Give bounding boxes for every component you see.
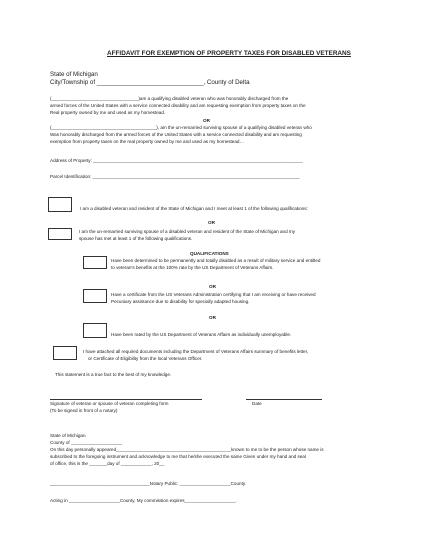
address-of-property-field[interactable]: Address of Property: __________________________________________________________________________________ (50, 158, 303, 163)
qualifications-heading: QUALIFICATIONS (190, 251, 229, 256)
qualification-housing-line-1: Have a certificate from the US Veterans Administration certifying that I am receiving or have received (111, 292, 316, 297)
date-line[interactable] (246, 399, 322, 400)
notary-date-line: of office, this is the _______day of ____________, 20__ (50, 461, 165, 466)
surviving-spouse-checkbox[interactable] (48, 228, 72, 240)
qualification-housing-certificate-checkbox[interactable] (83, 289, 107, 303)
signature-line[interactable] (50, 399, 202, 400)
disabled-veteran-checkbox[interactable] (48, 197, 72, 212)
notary-state: State of Michigan (50, 433, 86, 438)
documents-attached-line-1: I have attached all required documents including the Department of Veterans Affairs summary of benefits letter, (83, 349, 309, 354)
disabled-veteran-option-label: I am a disabled veteran and resident of the State of Michigan and I meet at least 1 of the following qualifications: (80, 206, 308, 211)
city-township-line: City/Township of _______________________________, County of Delta (50, 79, 250, 86)
true-statement: This statement is a true fact to the best of my knowledge. (55, 372, 172, 377)
signature-label: Signature of veteran or spouse of veteran completing form (50, 401, 169, 406)
veteran-claim-line-2: armed forces of the United States with a service connected disability and am requesting exemption from property taxes on the (50, 103, 306, 108)
documents-attached-line-2: or Certificate of Eligibility from the local Veterans Officer. (88, 356, 203, 361)
signature-note: (To be signed in front of a notary) (50, 408, 118, 413)
qualification-unemployable-label: Have been rated by the US Department of Veterans Affairs as individually unemployable. (111, 332, 292, 337)
notary-commission-line[interactable]: Acting in ____________________County. My commission expires____________________. (50, 498, 237, 503)
notary-county-field[interactable]: County of ____________________ (50, 440, 123, 445)
spouse-claim-line-1: (_________________________________________), am the un-remarried surviving spouse of a qualifying disabled veteran who (50, 125, 312, 130)
or-divider-2: OR (208, 220, 215, 225)
qualification-100-percent-checkbox[interactable] (83, 256, 107, 269)
qualification-100-percent-line-2: to veteran’s benefits at the 100% rate by the US Department of Veterans Affairs. (111, 265, 274, 270)
qualification-housing-line-2: Pecuniary assistance due to disability for specially adapted housing. (111, 299, 250, 304)
qualification-100-percent-line-1: Have been determined to be permanently and totally disabled as a result of military service and entitled (111, 258, 321, 263)
notary-acknowledge-line: subscribed to the foregoing instrument and acknowledge to me that he/she executed the same Given under my hand and seal (50, 454, 306, 459)
spouse-claim-line-3: exemption from property taxes on the real property owned by me and used as my homestead… (50, 139, 245, 144)
veteran-claim-line-3: Real property owned by me and used as my homestead. (50, 110, 166, 115)
or-divider-1: OR (203, 118, 210, 123)
qualification-unemployable-checkbox[interactable] (83, 323, 107, 338)
surviving-spouse-option-line-1: I am the un-remarried surviving spouse of a disabled veteran and resident of the State of Michigan and my (79, 229, 296, 234)
spouse-claim-line-2: Was honorably discharged from the armed forces of the United States with a service connected disability and am requesting (50, 132, 302, 137)
notary-public-line[interactable]: _______________________________________Notary Public: ____________________County. (50, 481, 247, 486)
surviving-spouse-option-line-2: spouse has met at least 1 of the following qualifications. (79, 236, 193, 241)
veteran-claim-line-1: (__________________________________)am a qualifying disabled veteran who was honorably discharged from the (50, 96, 289, 101)
date-label: Date (252, 401, 262, 406)
documents-attached-checkbox[interactable] (53, 346, 77, 360)
or-divider-3: OR (209, 284, 216, 289)
notary-appeared-line: On this day personally appeared_____________________________________________known to me to be the person whose name is (50, 447, 324, 452)
parcel-identification-field[interactable]: Parcel Identification: _________________________________________________________________________________ (50, 174, 300, 179)
document-title: AFFIDAVIT FOR EXEMPTION OF PROPERTY TAXES FOR DISABLED VETERANS (107, 50, 351, 57)
or-divider-4: OR (209, 315, 216, 320)
state-line: State of Michigan (50, 71, 98, 78)
